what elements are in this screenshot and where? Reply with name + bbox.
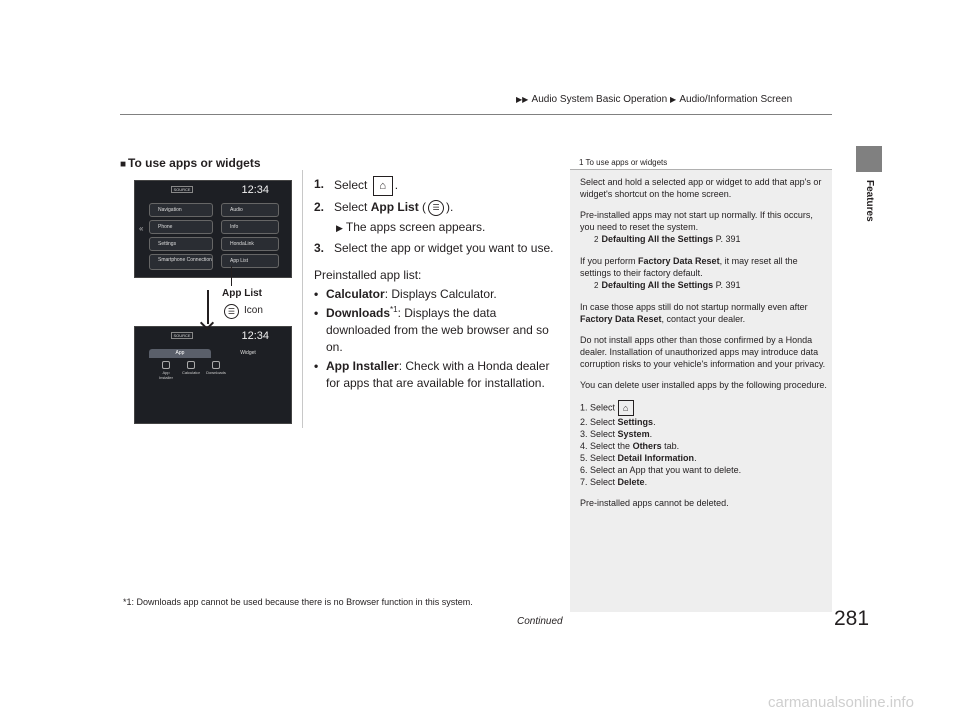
list-item bbox=[580, 440, 828, 452]
apps-tabs bbox=[149, 349, 283, 358]
app-list-icon: ☰ bbox=[224, 304, 239, 319]
sidebar-bold: Factory Data Reset bbox=[580, 314, 662, 324]
section-marker-icon: ■ bbox=[120, 159, 127, 170]
continued-label: Continued bbox=[517, 616, 563, 627]
bullet-item bbox=[314, 305, 564, 356]
list-bold: Detail Information bbox=[617, 453, 695, 463]
sidebar-note bbox=[570, 157, 832, 612]
breadcrumb-item[interactable]: Audio/Information Screen bbox=[679, 94, 793, 105]
sidebar-text: , it may reset all the settings to their factory default. bbox=[580, 256, 798, 278]
app-label: Downloads bbox=[206, 370, 226, 375]
sidebar-text: , contact your dealer. bbox=[661, 314, 746, 324]
list-post: . bbox=[649, 429, 653, 439]
breadcrumb-item[interactable]: Audio System Basic Operation bbox=[531, 94, 668, 105]
ref-label: Defaulting All the Settings bbox=[601, 234, 714, 244]
list-number: 2. bbox=[580, 417, 588, 427]
list-bold: System bbox=[617, 429, 650, 439]
sidebar-paragraph bbox=[580, 301, 828, 325]
list-item bbox=[580, 452, 828, 464]
list-text: Select bbox=[590, 429, 618, 439]
list-item bbox=[580, 464, 828, 476]
bullet-bold: Calculator bbox=[326, 287, 385, 301]
steps bbox=[314, 176, 564, 392]
list-number: 3. bbox=[580, 429, 588, 439]
downloads-icon bbox=[205, 361, 227, 375]
app-installer-icon bbox=[155, 361, 177, 380]
list-number: 6. bbox=[580, 465, 588, 475]
clock: 12:34 bbox=[241, 184, 269, 196]
step-number: 2. bbox=[314, 200, 325, 214]
step-suffix: . bbox=[394, 178, 399, 193]
sidebar-text: Pre-installed apps may not start up normally. If this occurs, you need to reset the system. bbox=[580, 210, 813, 232]
callout-title: App List bbox=[222, 288, 262, 299]
tab-app: App bbox=[149, 349, 211, 358]
list-item bbox=[580, 400, 828, 416]
note-marker-icon: 1 bbox=[579, 158, 584, 167]
callout-icon-label: Icon bbox=[244, 305, 263, 316]
step-2 bbox=[314, 199, 564, 216]
list-text: Select bbox=[590, 453, 618, 463]
step-text: Select bbox=[334, 178, 368, 193]
tile-hondalink: HondaLink bbox=[221, 237, 279, 251]
sidebar-text: In case those apps still do not startup normally even after bbox=[580, 302, 808, 312]
side-tab-label: Features bbox=[864, 180, 875, 222]
sidebar-paragraph bbox=[580, 255, 828, 292]
reference-icon: 2 bbox=[594, 281, 599, 290]
side-label bbox=[863, 180, 877, 240]
list-bold: Settings bbox=[617, 417, 654, 427]
breadcrumb-arrow-icon: ▶▶ bbox=[516, 95, 529, 104]
sidebar-paragraph: Select and hold a selected app or widget to add that app's or widget's shortcut on the home screen. bbox=[580, 177, 822, 199]
cross-reference[interactable] bbox=[580, 279, 828, 292]
bullet-text: : Displays the data downloaded from the web browser and so on. bbox=[326, 306, 549, 354]
list-post: . bbox=[653, 417, 656, 427]
tile-navigation: Navigation bbox=[149, 203, 213, 217]
list-text: Select bbox=[590, 417, 618, 427]
sidebar-paragraph: Pre-installed apps cannot be deleted. bbox=[580, 498, 729, 508]
step-text: Select the app or widget you want to use. bbox=[334, 241, 554, 255]
sidebar-text: If you perform bbox=[580, 256, 639, 266]
list-item bbox=[580, 476, 828, 488]
list-post: . bbox=[694, 453, 697, 463]
ref-label: Defaulting All the Settings bbox=[601, 280, 714, 290]
sidebar-bold: Factory Data Reset bbox=[638, 256, 720, 266]
bullet-item bbox=[314, 358, 564, 392]
ref-page: P. 391 bbox=[715, 234, 741, 244]
list-text: Select bbox=[590, 402, 616, 413]
list-number: 7. bbox=[580, 477, 588, 487]
sidebar-paragraph bbox=[580, 209, 828, 246]
list-bold: Delete bbox=[617, 477, 645, 487]
home-screen-image bbox=[134, 180, 292, 278]
app-label: App Installer bbox=[158, 370, 173, 380]
clock: 12:34 bbox=[241, 330, 269, 342]
callout-line bbox=[231, 266, 232, 286]
step-open: ( bbox=[422, 200, 427, 214]
down-arrow-icon bbox=[207, 290, 209, 324]
result-text: The apps screen appears. bbox=[345, 220, 486, 234]
tab-widget: Widget bbox=[240, 350, 256, 356]
list-number: 5. bbox=[580, 453, 588, 463]
side-tab bbox=[856, 146, 882, 172]
apps-screen-image bbox=[134, 326, 292, 424]
breadcrumb bbox=[516, 94, 792, 105]
step-suffix: ). bbox=[446, 200, 454, 214]
bullet-bold: App Installer bbox=[326, 359, 399, 373]
list-number: 4. bbox=[580, 441, 588, 451]
watermark: carmanualsonline.info bbox=[768, 694, 914, 711]
header-divider bbox=[120, 114, 832, 115]
tile-phone: Phone bbox=[149, 220, 213, 234]
step-1 bbox=[314, 176, 564, 196]
home-icon: ⌂ bbox=[618, 400, 634, 416]
app-label: Calculator bbox=[181, 370, 200, 375]
app-list-intro: Preinstalled app list: bbox=[314, 268, 422, 282]
delete-procedure-list bbox=[580, 400, 828, 488]
step-number: 1. bbox=[314, 177, 325, 191]
ref-page: P. 391 bbox=[715, 280, 741, 290]
sidebar-heading bbox=[570, 157, 832, 170]
tile-info: Info bbox=[221, 220, 279, 234]
sidebar-body bbox=[580, 176, 828, 518]
illustration-panel bbox=[120, 170, 303, 428]
sidebar-paragraph: You can delete user installed apps by the following procedure. bbox=[580, 380, 827, 390]
scroll-left-icon: « bbox=[139, 224, 144, 233]
home-icon: ⌂ bbox=[373, 176, 393, 196]
sidebar-title: To use apps or widgets bbox=[585, 158, 668, 167]
step-result bbox=[314, 219, 564, 237]
tile-app-list: App List bbox=[221, 254, 279, 268]
list-post: . bbox=[644, 477, 648, 487]
list-text: Select an App that you want to delete. bbox=[590, 465, 742, 475]
reference-icon: 2 bbox=[594, 235, 599, 244]
calculator-icon bbox=[180, 361, 202, 375]
list-text: Select the bbox=[590, 441, 633, 451]
bullet-bold: Downloads bbox=[326, 306, 391, 320]
list-bold: Others bbox=[632, 441, 662, 451]
list-text: Select bbox=[590, 477, 618, 487]
tile-audio: Audio bbox=[221, 203, 279, 217]
list-item bbox=[580, 416, 828, 428]
footnote-marker: *1 bbox=[390, 305, 398, 314]
section-title-text: To use apps or widgets bbox=[128, 156, 261, 170]
list-number: 1. bbox=[580, 402, 588, 413]
result-arrow-icon: ▶ bbox=[336, 223, 343, 233]
sidebar-paragraph: Do not install apps other than those confirmed by a Honda dealer. Installation of unauthorized apps may introduce data corruption risks to your vehicle's information and your privacy. bbox=[580, 335, 826, 369]
list-post: tab. bbox=[661, 441, 680, 451]
breadcrumb-arrow-icon: ▶ bbox=[669, 95, 677, 104]
source-label: SOURCE bbox=[171, 186, 193, 193]
cross-reference[interactable] bbox=[580, 233, 828, 246]
tile-settings: Settings bbox=[149, 237, 213, 251]
step-text: Select bbox=[334, 200, 368, 214]
bullet-item bbox=[314, 286, 564, 303]
tile-smartphone: Smartphone Connection bbox=[149, 254, 213, 270]
step-3 bbox=[314, 240, 564, 257]
source-label: SOURCE bbox=[171, 332, 193, 339]
bullet-text: : Displays Calculator. bbox=[384, 287, 497, 301]
step-number: 3. bbox=[314, 241, 325, 255]
footnote: *1: Downloads app cannot be used because there is no Browser function in this system. bbox=[123, 597, 473, 607]
step-bold: App List bbox=[370, 200, 419, 214]
page-number: 281 bbox=[834, 607, 870, 630]
bullet-text: : Check with a Honda dealer for apps that are available for installation. bbox=[326, 359, 550, 390]
list-item bbox=[580, 428, 828, 440]
section-title bbox=[120, 156, 261, 170]
app-list-icon: ☰ bbox=[428, 200, 444, 216]
